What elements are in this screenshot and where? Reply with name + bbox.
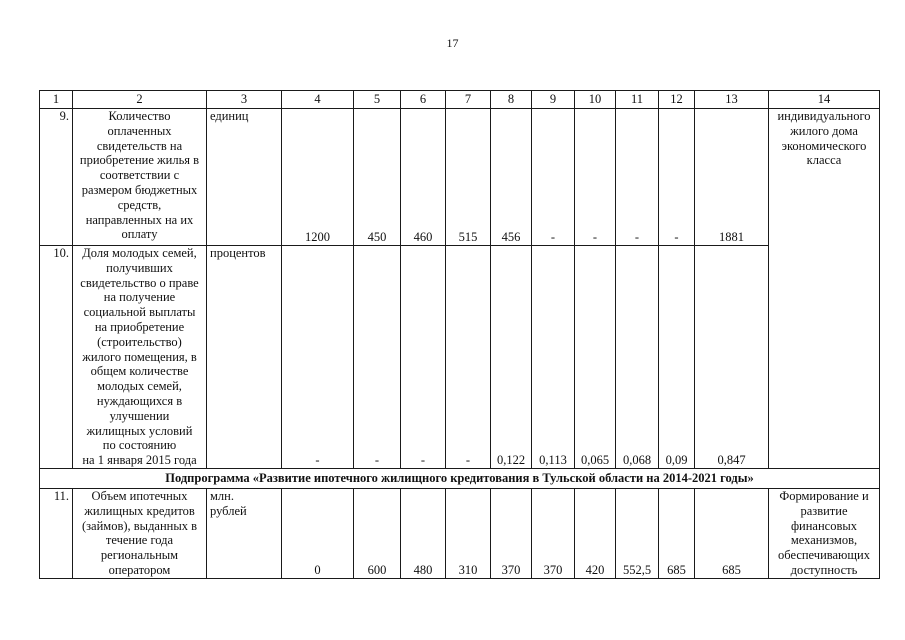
subprogram-row — [40, 469, 880, 489]
note-cell: Формирование и развитие финансовых механизмов, обеспечивающих доступность — [769, 489, 880, 579]
indicator-name: Объем ипотечных жилищных кредитов (займов), выданных в течение года региональным оператором — [73, 489, 207, 579]
header-cell: 12 — [659, 91, 695, 109]
value-cell: 0,068 — [616, 246, 659, 469]
value-cell: - — [446, 246, 491, 469]
value-cell: 1200 — [282, 109, 354, 246]
header-cell: 4 — [282, 91, 354, 109]
header-cell: 11 — [616, 91, 659, 109]
header-cell: 7 — [446, 91, 491, 109]
unit-cell: единиц — [207, 109, 282, 246]
note-cell: индивидуального жилого дома экономического класса — [769, 109, 880, 469]
value-cell: 552,5 — [616, 489, 659, 579]
page-number: 17 — [446, 36, 459, 50]
table-row — [40, 489, 880, 579]
value-cell: - — [575, 109, 616, 246]
row-number: 9. — [40, 109, 73, 246]
header-cell: 9 — [532, 91, 575, 109]
value-cell: 460 — [401, 109, 446, 246]
value-cell: - — [616, 109, 659, 246]
subprogram-title: Подпрограмма «Развитие ипотечного жилищного кредитования в Тульской области на 2014-2021 годы» — [40, 469, 880, 489]
value-cell: 0 — [282, 489, 354, 579]
value-cell: 450 — [354, 109, 401, 246]
unit-cell: процентов — [207, 246, 282, 469]
header-cell: 13 — [695, 91, 769, 109]
value-cell: 456 — [491, 109, 532, 246]
value-cell: 685 — [659, 489, 695, 579]
header-cell: 3 — [207, 91, 282, 109]
header-cell: 10 — [575, 91, 616, 109]
value-cell: 0,847 — [695, 246, 769, 469]
value-cell: - — [401, 246, 446, 469]
header-cell: 6 — [401, 91, 446, 109]
header-cell: 5 — [354, 91, 401, 109]
row-number: 10. — [40, 246, 73, 469]
header-cell: 8 — [491, 91, 532, 109]
header-cell: 1 — [40, 91, 73, 109]
value-cell: 1881 — [695, 109, 769, 246]
value-cell: 310 — [446, 489, 491, 579]
value-cell: - — [282, 246, 354, 469]
row-number: 11. — [40, 489, 73, 579]
value-cell: - — [659, 109, 695, 246]
value-cell: 685 — [695, 489, 769, 579]
value-cell: 370 — [491, 489, 532, 579]
value-cell: 0,113 — [532, 246, 575, 469]
value-cell: 420 — [575, 489, 616, 579]
value-cell: - — [354, 246, 401, 469]
value-cell: - — [532, 109, 575, 246]
unit-cell: млн. рублей — [207, 489, 282, 579]
value-cell: 515 — [446, 109, 491, 246]
column-number-row — [40, 91, 880, 109]
value-cell: 600 — [354, 489, 401, 579]
header-cell: 2 — [73, 91, 207, 109]
value-cell: 370 — [532, 489, 575, 579]
indicator-name: Количество оплаченных свидетельств на приобретение жилья в соответствии с размером бюджетных средств, направленных на их оплату — [73, 109, 207, 246]
value-cell: 480 — [401, 489, 446, 579]
table-row — [40, 246, 880, 469]
indicator-name: Доля молодых семей, получивших свидетельство о праве на получение социальной выплаты на приобретение (строительство) жилого помещения, в общем количестве молодых семей, нуждающихся в улучшении жилищных условий по состоянию на 1 января 2015 года — [73, 246, 207, 469]
value-cell: 0,122 — [491, 246, 532, 469]
indicators-table — [39, 90, 880, 579]
value-cell: 0,065 — [575, 246, 616, 469]
value-cell: 0,09 — [659, 246, 695, 469]
table-row — [40, 109, 880, 246]
header-cell: 14 — [769, 91, 880, 109]
